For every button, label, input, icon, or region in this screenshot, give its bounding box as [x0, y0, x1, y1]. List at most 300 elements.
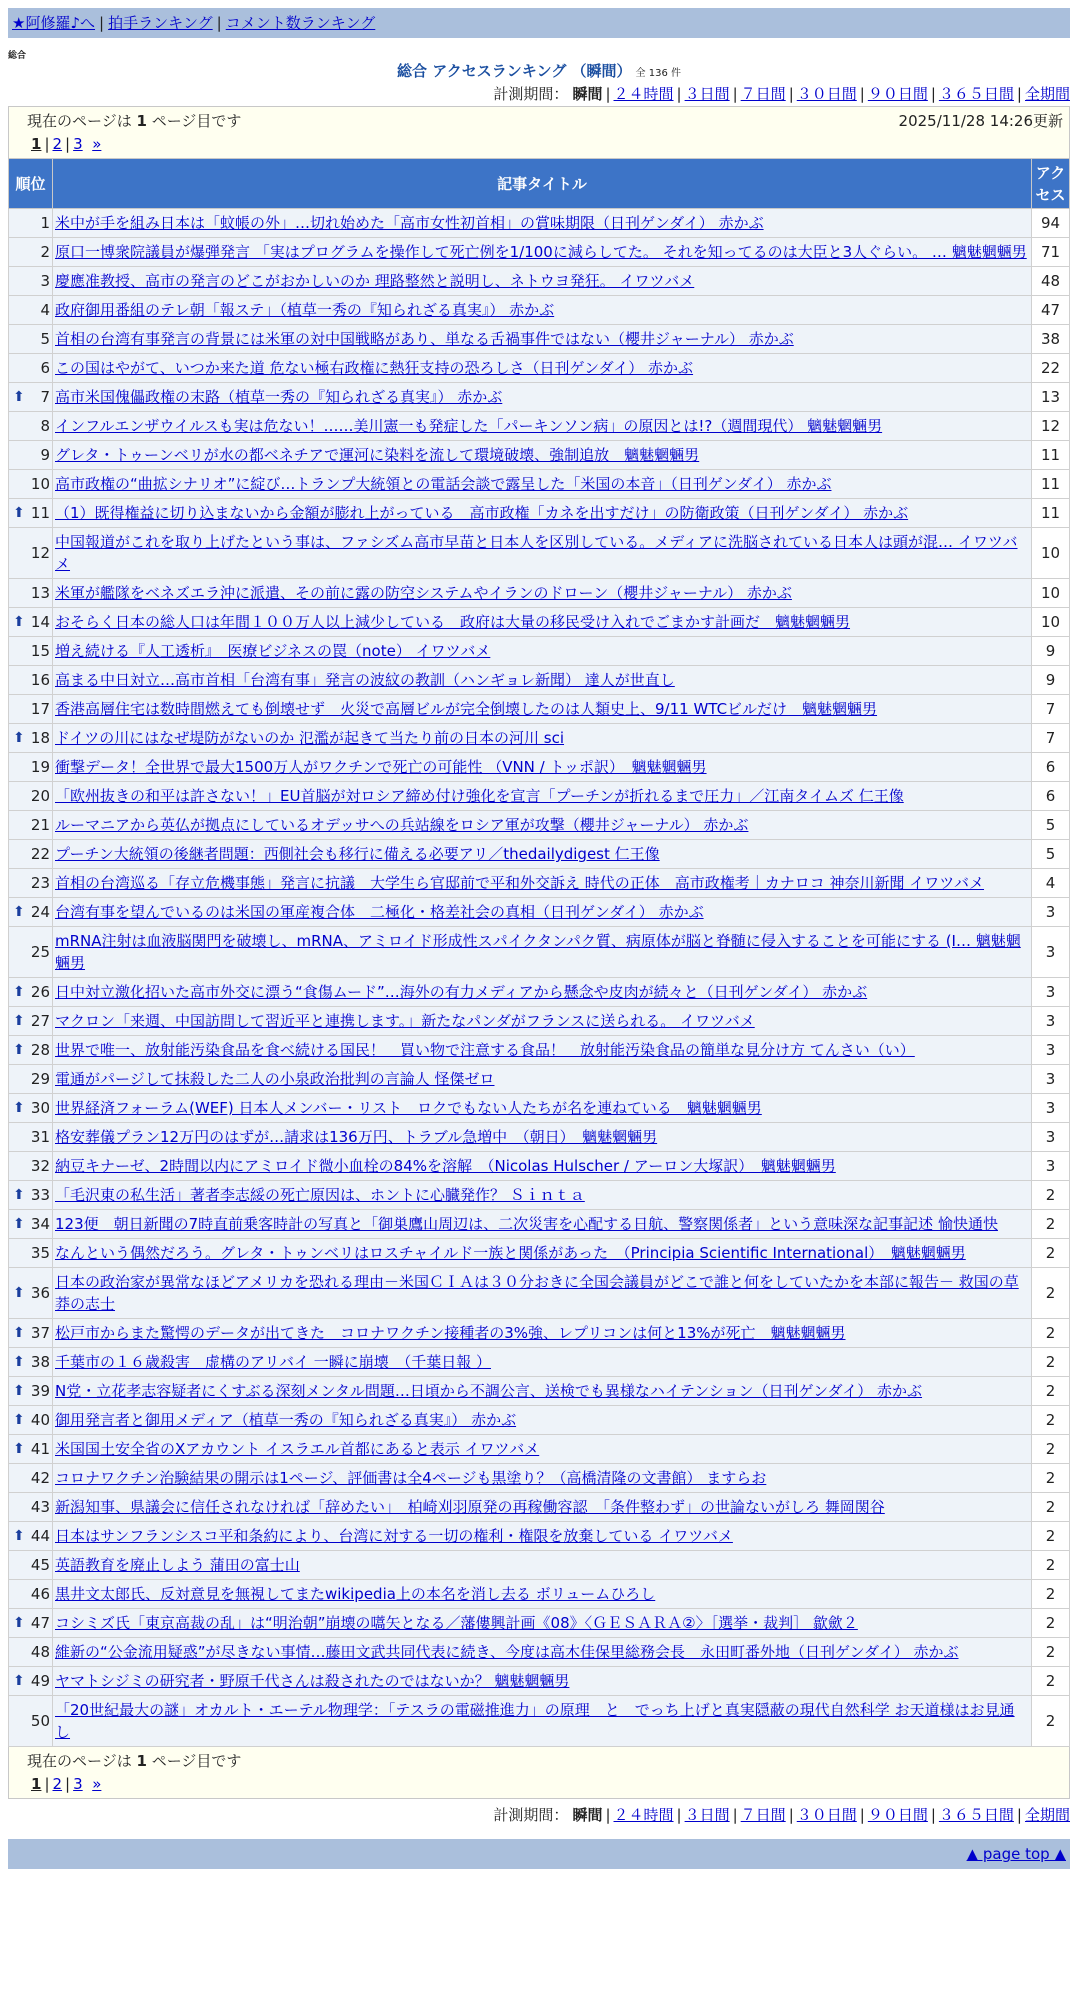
pager-next-bottom[interactable]: » [92, 1775, 102, 1793]
access-count: 3 [1032, 1094, 1070, 1123]
page-info-top [8, 106, 1070, 158]
up-arrow-icon: ⬆ [13, 730, 25, 746]
access-count: 13 [1032, 383, 1070, 412]
period-link-all[interactable]: 全期間 [1024, 85, 1070, 103]
rank-number: 7 [40, 388, 50, 406]
access-count: 6 [1032, 782, 1070, 811]
table-row [9, 1493, 1070, 1522]
rank-cell [9, 811, 53, 840]
up-arrow-icon: ⬆ [13, 1042, 25, 1058]
title-cell [53, 753, 1032, 782]
period-selector-top: 計測期間： 瞬間 | ２４時間 | ３日間 | ７日間 | ３０日間 | ９０日間 | ３６５日間 | 全期間 [493, 85, 1070, 103]
title-cell [53, 1551, 1032, 1580]
table-row [9, 1609, 1070, 1638]
rank-number: 33 [30, 1186, 50, 1204]
rank-number: 42 [30, 1469, 50, 1487]
title-cell [53, 441, 1032, 470]
access-count: 2 [1032, 1210, 1070, 1239]
title-cell [53, 325, 1032, 354]
category-label: 総合 [8, 51, 27, 61]
title-cell [53, 1036, 1032, 1065]
title-cell [53, 724, 1032, 753]
rank-cell [9, 1406, 53, 1435]
period-link-3d[interactable]: ３日間 [684, 85, 730, 103]
rank-cell [9, 898, 53, 927]
rank-number: 15 [30, 642, 50, 660]
table-row [9, 1638, 1070, 1667]
table-row [9, 869, 1070, 898]
rank-number: 16 [30, 671, 50, 689]
rank-number: 41 [30, 1440, 50, 1458]
table-row [9, 811, 1070, 840]
rank-cell [9, 1493, 53, 1522]
table-row [9, 1348, 1070, 1377]
title-cell [53, 579, 1032, 608]
article-link[interactable]: ルーマニアから英仏が拠点にしているオデッサへの兵站線をロシア軍が攻撃（櫻井ジャーナル） 赤かぶ [55, 816, 749, 834]
access-count: 3 [1032, 978, 1070, 1007]
updated-timestamp: 2025/11/28 14:26更新 [898, 112, 1063, 130]
title-cell [53, 354, 1032, 383]
rank-cell [9, 608, 53, 637]
period-link-7d[interactable]: ７日間 [740, 85, 786, 103]
title-cell [53, 898, 1032, 927]
article-link[interactable]: 衝撃データ！全世界で最大1500万人がワクチンで死亡の可能性 （VNN / トッポ訳） 魑魅魍魎男 [55, 758, 707, 776]
title-cell [53, 499, 1032, 528]
nav-separator: | [99, 14, 105, 32]
table-row [9, 1522, 1070, 1551]
article-link[interactable]: グレタ・トゥーンベリが水の都ベネチアで運河に染料を流して環境破壊、強制追放 魑魅魍魎男 [55, 446, 700, 464]
rank-cell [9, 782, 53, 811]
title-cell [53, 1493, 1032, 1522]
article-link[interactable]: コロナワクチン治験結果の開示は1ページ、評価書は全4ページも黒塗り？（高橋清隆の文書館） ますらお [55, 1469, 767, 1487]
access-count: 2 [1032, 1319, 1070, 1348]
title-cell [53, 1007, 1032, 1036]
rank-number: 21 [30, 816, 50, 834]
title-cell [53, 296, 1032, 325]
rank-number: 6 [40, 359, 50, 377]
access-count: 11 [1032, 499, 1070, 528]
period-label-bottom: 計測期間： [493, 1806, 569, 1824]
article-link[interactable]: 高市政権の“曲拡シナリオ”に綻び…トランプ大統領との電話会談で露呈した「米国の本音」（日刊ゲンダイ） 赤かぶ [55, 475, 832, 493]
article-link[interactable]: N党・立花孝志容疑者にくすぶる深刻メンタル問題…日頃から不調公言、送検でも異様なハイテンション（日刊ゲンダイ） 赤かぶ [55, 1382, 923, 1400]
title-cell [53, 1065, 1032, 1094]
article-link[interactable]: 政府御用番組のテレ朝「報ステ」（植草一秀の『知られざる真実』） 赤かぶ [55, 301, 555, 319]
rank-cell [9, 579, 53, 608]
period-link-3d-bottom[interactable]: ３日間 [684, 1806, 730, 1824]
table-row [9, 296, 1070, 325]
rank-cell [9, 840, 53, 869]
access-count: 10 [1032, 608, 1070, 637]
article-link[interactable]: 首相の台湾巡る「存立危機事態」発言に抗議 大学生ら官邸前で平和外交訴え 時代の正体 高市政権考｜カナロコ 神奈川新聞 イワツバメ [55, 874, 985, 892]
rank-cell [9, 1609, 53, 1638]
rank-cell [9, 869, 53, 898]
rank-cell [9, 296, 53, 325]
access-count: 3 [1032, 1036, 1070, 1065]
rank-cell [9, 666, 53, 695]
article-link[interactable]: 格安葬儀プラン12万円のはずが…請求は136万円、トラブル急増中 （朝日） 魑魅魍魎男 [55, 1128, 658, 1146]
table-row [9, 1696, 1070, 1747]
title-cell [53, 1239, 1032, 1268]
rank-number: 32 [30, 1157, 50, 1175]
header-rank: 順位 [9, 159, 53, 209]
access-count: 2 [1032, 1435, 1070, 1464]
access-count: 2 [1032, 1181, 1070, 1210]
table-row [9, 238, 1070, 267]
period-link-30d-bottom[interactable]: ３０日間 [796, 1806, 857, 1824]
rank-number: 3 [40, 272, 50, 290]
rank-cell [9, 499, 53, 528]
title-cell [53, 1580, 1032, 1609]
rank-cell [9, 1094, 53, 1123]
title-cell [53, 238, 1032, 267]
rank-number: 1 [40, 214, 50, 232]
access-count: 3 [1032, 927, 1070, 978]
rank-number: 14 [30, 613, 50, 631]
access-count: 9 [1032, 637, 1070, 666]
pager-link-3[interactable]: 3 [73, 135, 83, 153]
article-link[interactable]: 御用発言者と御用メディア（植草一秀の『知られざる真実』） 赤かぶ [55, 1411, 517, 1429]
title-cell [53, 1123, 1032, 1152]
up-arrow-icon: ⬆ [13, 904, 25, 920]
rank-number: 11 [30, 504, 50, 522]
rank-number: 10 [30, 475, 50, 493]
table-row [9, 499, 1070, 528]
ranking-total-count: 全 136 件 [635, 68, 681, 79]
rank-number: 29 [30, 1070, 50, 1088]
rank-number: 36 [30, 1284, 50, 1302]
table-row [9, 1123, 1070, 1152]
table-row [9, 1406, 1070, 1435]
up-arrow-icon: ⬆ [13, 1013, 25, 1029]
pager-next[interactable]: » [92, 135, 102, 153]
up-arrow-icon: ⬆ [13, 1216, 25, 1232]
article-link[interactable]: 電通がパージして抹殺した二人の小泉政治批判の言論人 怪傑ゼロ [55, 1070, 495, 1088]
rank-number: 2 [40, 243, 50, 261]
title-cell [53, 1696, 1032, 1747]
table-row [9, 782, 1070, 811]
up-arrow-icon: ⬆ [13, 1354, 25, 1370]
access-count: 48 [1032, 267, 1070, 296]
rank-number: 39 [30, 1382, 50, 1400]
title-cell [53, 470, 1032, 499]
article-link[interactable]: 松戸市からまた驚愕のデータが出てきた コロナワクチン接種者の3%強、レプリコンは何と13%が死亡 魑魅魍魎男 [55, 1324, 846, 1342]
article-link[interactable]: 増え続ける『人工透析』 医療ビジネスの罠（note） イワツバメ [55, 642, 491, 660]
rank-cell [9, 441, 53, 470]
period-link-7d-bottom[interactable]: ７日間 [740, 1806, 786, 1824]
rank-number: 12 [30, 544, 50, 562]
rank-cell [9, 1239, 53, 1268]
rank-cell [9, 1667, 53, 1696]
title-cell [53, 978, 1032, 1007]
period-link-365d[interactable]: ３６５日間 [938, 85, 1014, 103]
article-link[interactable]: 中国報道がこれを取り上げたという事は、ファシズム高市早苗と日本人を区別している。メディアに洗脳されている日本人は頭が混… イワツバメ [55, 533, 1018, 573]
title-cell [53, 209, 1032, 238]
rank-cell [9, 1210, 53, 1239]
period-link-90d[interactable]: ９０日間 [867, 85, 928, 103]
rank-cell [9, 1268, 53, 1319]
article-link[interactable]: 123便 朝日新聞の7時直前乗客時計の写真と「御巣鷹山周辺は、二次災害を心配する日航、警察関係者」という意味深な記事記述 愉快通快 [55, 1215, 998, 1233]
title-cell [53, 1522, 1032, 1551]
rank-number: 8 [40, 417, 50, 435]
page-top-link[interactable]: ▲ page top ▲ [966, 1845, 1066, 1863]
rank-number: 24 [30, 903, 50, 921]
rank-cell [9, 1348, 53, 1377]
table-row [9, 1435, 1070, 1464]
rank-number: 49 [30, 1672, 50, 1690]
rank-number: 34 [30, 1215, 50, 1233]
access-count: 38 [1032, 325, 1070, 354]
title-cell [53, 383, 1032, 412]
title-cell [53, 666, 1032, 695]
rank-number: 20 [30, 787, 50, 805]
pager-bottom: 1 | 2 | 3 » [31, 1775, 102, 1793]
top-nav-bar [8, 8, 1070, 38]
access-count: 2 [1032, 1493, 1070, 1522]
period-label: 計測期間： [493, 85, 569, 103]
table-row [9, 840, 1070, 869]
title-cell [53, 267, 1032, 296]
access-count: 11 [1032, 470, 1070, 499]
table-row [9, 724, 1070, 753]
table-row [9, 666, 1070, 695]
article-link[interactable]: 日中対立激化招いた高市外交に漂う“食傷ムード”…海外の有力メディアから懸念や皮肉が続々と（日刊ゲンダイ） 赤かぶ [55, 983, 868, 1001]
article-link[interactable]: マクロン「来週、中国訪問して習近平と連携します。」新たなパンダがフランスに送られる。 イワツバメ [55, 1012, 755, 1030]
title-cell [53, 782, 1032, 811]
rank-number: 22 [30, 845, 50, 863]
access-count: 2 [1032, 1638, 1070, 1667]
title-cell [53, 1152, 1032, 1181]
title-cell [53, 608, 1032, 637]
rank-cell [9, 978, 53, 1007]
article-link[interactable]: 納豆キナーゼ、2時間以内にアミロイド微小血栓の84%を溶解 （Nicolas Hulscher / アーロン大塚訳） 魑魅魍魎男 [55, 1157, 836, 1175]
article-link[interactable]: インフルエンザウイルスも実は危ない！……美川憲一も発症した「パーキンソン病」の原因とは!?（週間現代） 魑魅魍魎男 [55, 417, 883, 435]
rank-cell [9, 1377, 53, 1406]
period-link-24h[interactable]: ２４時間 [613, 85, 674, 103]
rank-cell [9, 528, 53, 579]
title-cell [53, 1638, 1032, 1667]
period-current: 瞬間 [572, 85, 603, 103]
rank-number: 31 [30, 1128, 50, 1146]
article-link[interactable]: 米軍が艦隊をベネズエラ沖に派遣、その前に露の防空システムやイランのドローン（櫻井ジャーナル） 赤かぶ [55, 584, 792, 602]
access-count: 3 [1032, 898, 1070, 927]
article-link[interactable]: 首相の台湾有事発言の背景には米軍の対中国戦略があり、単なる舌禍事件ではない（櫻井ジャーナル） 赤かぶ [55, 330, 794, 348]
rank-number: 4 [40, 301, 50, 319]
title-cell [53, 869, 1032, 898]
article-link[interactable]: 「欧州抜きの和平は許さない！」EU首脳が対ロシア締め付け強化を宣言「プーチンが折れるまで圧力」／江南タイムズ 仁王像 [55, 787, 904, 805]
article-link[interactable]: 「毛沢東の私生活」著者李志綏の死亡原因は、ホントに心臓発作？ Ｓｉｎｔａ [55, 1186, 585, 1204]
article-link[interactable]: 米国国土安全省のXアカウント イスラエル首都にあると表示 イワツバメ [55, 1440, 540, 1458]
title-cell [53, 840, 1032, 869]
article-link[interactable]: 黒井文太郎氏、反対意見を無視してまたwikipedia上の本名を消し去る ボリュームひろし [55, 1585, 656, 1603]
rank-cell [9, 1123, 53, 1152]
article-link[interactable]: 高市米国傀儡政権の末路（植草一秀の『知られざる真実』） 赤かぶ [55, 388, 503, 406]
article-link[interactable]: ヤマトシジミの研究者・野原千代さんは殺されたのではないか？ 魑魅魍魎男 [55, 1672, 570, 1690]
access-count: 10 [1032, 579, 1070, 608]
up-arrow-icon: ⬆ [13, 389, 25, 405]
table-row [9, 325, 1070, 354]
table-row [9, 1580, 1070, 1609]
rank-number: 43 [30, 1498, 50, 1516]
rank-number: 18 [30, 729, 50, 747]
rank-cell [9, 1522, 53, 1551]
rank-number: 35 [30, 1244, 50, 1262]
pager-current-bottom: 1 [31, 1775, 42, 1793]
rank-cell [9, 1696, 53, 1747]
rank-cell [9, 724, 53, 753]
article-link[interactable]: 台湾有事を望んでいるのは米国の軍産複合体 二極化・格差社会の真相（日刊ゲンダイ） 赤かぶ [55, 903, 704, 921]
access-count: 3 [1032, 1123, 1070, 1152]
article-link[interactable]: 世界経済フォーラム(WEF) 日本人メンバー・リスト ロクでもない人たちが名を連ねている 魑魅魍魎男 [55, 1099, 762, 1117]
rank-number: 27 [30, 1012, 50, 1030]
access-count: 2 [1032, 1609, 1070, 1638]
title-cell [53, 528, 1032, 579]
article-link[interactable]: 日本の政治家が異常なほどアメリカを恐れる理由－米国ＣＩＡは３０分おきに全国会議員がどこで誰と何をしていたかを本部に報告－ 救国の草莽の志士 [55, 1273, 1019, 1313]
nav-link-applause-ranking[interactable]: 拍手ランキング [108, 14, 213, 32]
table-row [9, 1268, 1070, 1319]
access-count: 2 [1032, 1667, 1070, 1696]
rank-cell [9, 1007, 53, 1036]
article-link[interactable]: 高まる中日対立…高市首相「台湾有事」発言の波紋の教訓（ハンギョレ新聞） 達人が世直し [55, 671, 675, 689]
rank-cell [9, 325, 53, 354]
access-count: 2 [1032, 1377, 1070, 1406]
period-link-365d-bottom[interactable]: ３６５日間 [938, 1806, 1014, 1824]
rank-cell [9, 927, 53, 978]
table-row [9, 927, 1070, 978]
rank-cell [9, 238, 53, 267]
access-count: 4 [1032, 869, 1070, 898]
table-row [9, 1377, 1070, 1406]
up-arrow-icon: ⬆ [13, 1383, 25, 1399]
article-link[interactable]: この国はやがて、いつか来た道 危ない極右政権に熱狂支持の恐ろしさ（日刊ゲンダイ） 赤かぶ [55, 359, 694, 377]
current-page-text-bottom: 現在のページは 1 ページ目です [27, 1752, 242, 1770]
article-link[interactable]: 新潟知事、県議会に信任されなければ「辞めたい」 柏崎刈羽原発の再稼働容認 「条件整わず」の世論ないがしろ 舞岡関谷 [55, 1498, 885, 1516]
table-row [9, 1239, 1070, 1268]
access-count: 7 [1032, 724, 1070, 753]
rank-cell [9, 695, 53, 724]
footer-bar [8, 1839, 1070, 1869]
pager-link-2-bottom[interactable]: 2 [52, 1775, 63, 1793]
article-link[interactable]: 英語教育を廃止しよう 蒲田の富士山 [55, 1556, 300, 1574]
ranking-heading [8, 60, 1070, 82]
up-arrow-icon: ⬆ [13, 1285, 25, 1301]
rank-cell [9, 1638, 53, 1667]
rank-cell [9, 1036, 53, 1065]
rank-cell [9, 1065, 53, 1094]
table-row [9, 383, 1070, 412]
access-count: 3 [1032, 1065, 1070, 1094]
title-cell [53, 1435, 1032, 1464]
table-row [9, 528, 1070, 579]
access-count: 11 [1032, 441, 1070, 470]
rank-number: 47 [30, 1614, 50, 1632]
access-count: 5 [1032, 811, 1070, 840]
article-link[interactable]: ドイツの川にはなぜ堤防がないのか 氾濫が起きて当たり前の日本の河川 sci [55, 729, 565, 747]
table-row [9, 267, 1070, 296]
up-arrow-icon: ⬆ [13, 984, 25, 1000]
article-link[interactable]: 原口一博衆院議員が爆弾発言 「実はプログラムを操作して死亡例を1/100に減らしてた。 それを知ってるのは大臣と3人ぐらい。 … 魑魅魍魎男 [55, 243, 1027, 261]
rank-cell [9, 1580, 53, 1609]
rank-number: 5 [40, 330, 50, 348]
rank-number: 17 [30, 700, 50, 718]
rank-number: 9 [40, 446, 50, 464]
access-count: 12 [1032, 412, 1070, 441]
title-cell [53, 1181, 1032, 1210]
rank-cell [9, 753, 53, 782]
nav-link-asyura-home[interactable]: ★阿修羅♪へ [12, 14, 96, 32]
article-link[interactable]: なんという偶然だろう。グレタ・トゥンベリはロスチャイルド一族と関係があった （Principia Scientific International） 魑魅魍魎男 [55, 1244, 966, 1262]
rank-number: 46 [30, 1585, 50, 1603]
period-link-all-bottom[interactable]: 全期間 [1024, 1806, 1070, 1824]
rank-cell [9, 383, 53, 412]
title-cell [53, 1094, 1032, 1123]
up-arrow-icon: ⬆ [13, 1673, 25, 1689]
article-link[interactable]: おそらく日本の総人口は年間１００万人以上減少している 政府は大量の移民受け入れでごまかす計画だ 魑魅魍魎男 [55, 613, 851, 631]
article-link[interactable]: 香港高層住宅は数時間燃えても倒壊せず 火災で高層ビルが完全倒壊したのは人類史上、9/11 WTCビルだけ 魑魅魍魎男 [55, 700, 878, 718]
header-title: 記事タイトル [53, 159, 1032, 209]
access-count: 6 [1032, 753, 1070, 782]
rank-number: 50 [30, 1712, 50, 1730]
article-link[interactable]: プーチン大統領の後継者問題：西側社会も移行に備える必要アリ／thedailydigest 仁王像 [55, 845, 660, 863]
article-link[interactable]: 世界で唯一、放射能汚染食品を食べ続ける国民！ 買い物で注意する食品！ 放射能汚染食品の簡単な見分け方 てんさい（い） [55, 1041, 915, 1059]
title-cell [53, 811, 1032, 840]
access-count: 94 [1032, 209, 1070, 238]
access-count: 2 [1032, 1522, 1070, 1551]
nav-link-comment-ranking[interactable]: コメント数ランキング [225, 14, 376, 32]
article-link[interactable]: 千葉市の１６歳殺害 虚構のアリバイ 一瞬に崩壊 （千葉日報 ） [55, 1353, 491, 1371]
table-row [9, 1094, 1070, 1123]
title-cell [53, 695, 1032, 724]
article-link[interactable]: コシミズ氏「東京高裁の乱」は“明治朝”崩壊の嚆矢となる／藩僂興計画《08》〈ＧＥＳＡＲＡ②〉［選挙・裁判］ 歙歛２ [55, 1614, 858, 1632]
header-access: アクセス [1032, 159, 1070, 209]
period-link-24h-bottom[interactable]: ２４時間 [613, 1806, 674, 1824]
article-link[interactable]: 維新の“公金流用疑惑”が尽きない事情…藤田文武共同代表に続き、今度は高木佳保里総務会長 永田町番外地（日刊ゲンダイ） 赤かぶ [55, 1643, 959, 1661]
access-count: 2 [1032, 1268, 1070, 1319]
table-row [9, 1152, 1070, 1181]
period-link-90d-bottom[interactable]: ９０日間 [867, 1806, 928, 1824]
article-link[interactable]: mRNA注射は血液脳関門を破壊し、mRNA、アミロイド形成性スパイクタンパク質、病原体が脳と脊髄に侵入することを可能にする (I… 魑魅魍魎男 [55, 932, 1021, 972]
article-link[interactable]: 「20世紀最大の謎」オカルト・エーテル物理学：「テスラの電磁推進力」の原理 と でっち上げと真実隠蔽の現代自然科学 お天道様はお見通し [55, 1701, 1015, 1741]
article-link[interactable]: 米中が手を組み日本は「蚊帳の外」…切れ始めた「高市女性初首相」の賞味期限（日刊ゲンダイ） 赤かぶ [55, 214, 764, 232]
title-cell [53, 1268, 1032, 1319]
rank-cell [9, 1435, 53, 1464]
current-page-number-bottom: 1 [136, 1752, 147, 1770]
ranking-table-body [9, 209, 1070, 1747]
rank-number: 40 [30, 1411, 50, 1429]
article-link[interactable]: （1）既得権益に切り込まないから金額が膨れ上がっている 高市政権「カネを出すだけ」の防衛政策（日刊ゲンダイ） 赤かぶ [55, 504, 909, 522]
rank-cell [9, 1551, 53, 1580]
page-info-bottom [8, 1747, 1070, 1799]
rank-number: 23 [30, 874, 50, 892]
access-count: 5 [1032, 840, 1070, 869]
up-arrow-icon: ⬆ [13, 1528, 25, 1544]
period-selector-bottom: 計測期間： 瞬間 | ２４時間 | ３日間 | ７日間 | ３０日間 | ９０日間 | ３６５日間 | 全期間 [493, 1806, 1070, 1824]
rank-cell [9, 1464, 53, 1493]
article-link[interactable]: 慶應准教授、高市の発言のどこがおかしいのか 理路整然と説明し、ネトウヨ発狂。 イワツバメ [55, 272, 695, 290]
title-cell [53, 1609, 1032, 1638]
ranking-title: 総合 アクセスランキング （瞬間） [397, 62, 632, 80]
period-link-30d[interactable]: ３０日間 [796, 85, 857, 103]
rank-number: 44 [30, 1527, 50, 1545]
pager-link-2[interactable]: 2 [52, 135, 63, 153]
title-cell [53, 1667, 1032, 1696]
rank-cell [9, 1319, 53, 1348]
table-row [9, 1667, 1070, 1696]
access-count: 71 [1032, 238, 1070, 267]
title-cell [53, 927, 1032, 978]
article-link[interactable]: 日本はサンフランシスコ平和条約により、台湾に対する一切の権利・権限を放棄している イワツバメ [55, 1527, 733, 1545]
pager-link-3-bottom[interactable]: 3 [73, 1775, 83, 1793]
table-row [9, 1210, 1070, 1239]
